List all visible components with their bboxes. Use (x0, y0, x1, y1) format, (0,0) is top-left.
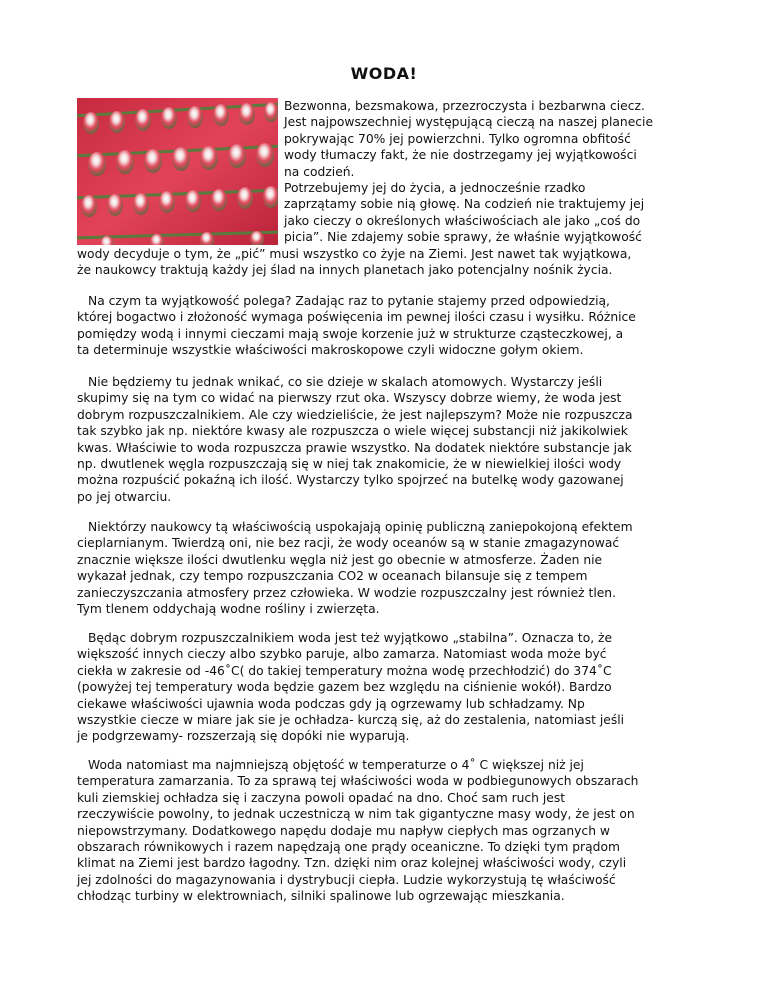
text-line: ciekła w zakresie od -46˚C( do takiej temperatury można wodę przechłodzić) do 374˚C (77, 663, 612, 678)
text-line: zaprzątamy sobie nią głowę. Na codzień nie traktujemy jej (284, 197, 645, 212)
text-line: temperatura zamarzania. To za sprawą tej właściwości woda w podbiegunowych obszarach (77, 774, 639, 789)
text-line: klimat na Ziemi jest bardzo łagodny. Tzn. dzięki nim oraz kolejnej właściwości wody, czyli (77, 856, 627, 871)
text-line: wszystkie ciecze w miare jak sie je ochładza- kurczą się, aż do zestalenia, natomiast jeśli (77, 712, 625, 727)
text-line: której bogactwo i złożoność wymaga poświęcenia im pewnej ilości czasu i wysiłku. Różnice (77, 310, 636, 325)
paragraph-5 (77, 630, 697, 745)
text-line: skupimy się na tym co widać na pierwszy rzut oka. Wszyscy dobrze wiemy, że woda jest (77, 391, 622, 406)
text-line: wody decyduje o tym, że „pić” musi wszystko co żyje na Ziemi. Jest nawet tak wyjątkowa, (77, 247, 632, 261)
text-line: tak szybko jak np. niektóre kwasy ale rozpuszcza o wiele więcej substancji niż jakikolwiek (77, 424, 628, 439)
text-line: na codzień. (284, 164, 355, 179)
text-line: obszarach równikowych i razem napędzają one prądy oceaniczne. To dzięki tym prądom (77, 839, 620, 854)
text-line: ciekawe właściwości ujawnia woda podczas gdy ją ogrzewamy lub schładzamy. Np (77, 696, 585, 711)
text-line: cieplarnianym. Twierdzą oni, nie bez racji, że wody oceanów są w stanie zmagazynować (77, 536, 620, 551)
text-line: chłodząc turbiny w elektrowniach, silniki spalinowe lub ogrzewając mieszkania. (77, 889, 565, 904)
text-line: niepowstrzymany. Dodatkowego napędu dodaje mu napływ ciepłych mas ogrzanych w (77, 823, 610, 838)
paragraph-3 (77, 374, 697, 505)
text-line: Woda natomiast ma najmniejszą objętość w temperaturze o 4˚ C większej niż jej (88, 758, 584, 772)
text-line: dobrym rozpuszczalnikiem. Ale czy wiedzieliście, że jest najlepszym? Może nie rozpuszcza (77, 407, 633, 422)
text-line: jej zdolności do magazynowania i dystrybucji ciepła. Ludzie wykorzystują tę właściwość (77, 872, 616, 887)
text-line: rzeczywiście powolny, to jednak uczestniczą w nim tak gigantyczne masy wody, że jest on (77, 807, 635, 822)
text-line: Na czym ta wyjątkowość polega? Zadając raz to pytanie stajemy przed odpowiedzią, (88, 294, 610, 308)
paragraph-1-continuation (77, 246, 697, 279)
text-line: Tym tlenem oddychają wodne rośliny i zwierzęta. (77, 601, 380, 616)
text-line: kuli ziemskiej ochładza się i zaczyna powoli opadać na dno. Choć sam ruch jest (77, 790, 566, 805)
document-title: WODA! (350, 64, 418, 83)
paragraph-6 (77, 757, 697, 905)
text-line: wody tłumaczy fakt, że nie dostrzegamy jej wyjątkowości (284, 148, 637, 163)
text-line: znacznie większe ilości dwutlenku węgla niż jest go obecnie w atmosferze. Żaden nie (77, 552, 603, 567)
text-line: większość innych cieczy albo szybko paruje, albo zamarza. Natomiast woda może być (77, 647, 607, 662)
text-line: je podgrzewamy- rozszerzają się dopóki nie wyparują. (77, 729, 410, 744)
text-line: że naukowcy traktują każdy jej ślad na innych planetach jako potencjalny nośnik życia. (77, 263, 613, 278)
text-line: kwas. Właściwie to woda rozpuszcza prawie wszystko. Na dodatek niektóre substancje jak (77, 440, 632, 455)
water-droplets-photo (77, 98, 278, 245)
text-line: wykazał jednak, czy tempo rozpuszczania CO2 w oceanach bilansuje się z tempem (77, 569, 588, 584)
text-line: ta determinuje wszystkie właściwości makroskopowe czyli widoczne gołym okiem. (77, 343, 584, 358)
paragraph-beside-image (284, 98, 704, 246)
text-line: pokrywając 70% jej powierzchni. Tylko ogromna obfitość (284, 131, 631, 146)
text-line: Potrzebujemy jej do życia, a jednocześnie rzadko (284, 180, 586, 195)
text-line: zanieczyszczania atmosfery przez człowieka. W wodzie rozpuszczalny jest również tlen. (77, 585, 617, 600)
paragraph-4 (77, 519, 697, 617)
text-line: pomiędzy wodą i innymi cieczami mają swoje korzenie już w strukturze cząsteczkowej, a (77, 326, 624, 341)
text-line: Niektórzy naukowcy tą właściwością uspokajają opinię publiczną zaniepokojoną efektem (88, 520, 633, 534)
text-line: po jej otwarciu. (77, 489, 172, 504)
text-line: jako cieczy o określonych właściwościach ale jako „coś do (284, 213, 641, 228)
text-line: np. dwutlenek węgla rozpuszczają się w niej tak znakomicie, że w niewielkiej ilości wody (77, 456, 622, 471)
text-line: picia”. Nie zdajemy sobie sprawy, że właśnie wyjątkowość (284, 230, 642, 245)
text-line: Będąc dobrym rozpuszczalnikiem woda jest też wyjątkowo „stabilna”. Oznacza to, że (88, 631, 613, 645)
paragraph-2 (77, 293, 697, 359)
text-line: Nie będziemy tu jednak wnikać, co sie dzieje w skalach atomowych. Wystarczy jeśli (88, 375, 603, 389)
text-line: Jest najpowszechniej występującą cieczą na naszej planecie (284, 115, 654, 130)
text-line: (powyżej tej temperatury woda będzie gazem bez względu na ciśnienie wokół). Bardzo (77, 680, 612, 695)
text-line: Bezwonna, bezsmakowa, przezroczysta i bezbarwna ciecz. (284, 99, 645, 113)
text-line: można rozpuścić pokaźną ich ilość. Wystarczy tylko spojrzeć na butelkę wody gazowanej (77, 473, 624, 488)
